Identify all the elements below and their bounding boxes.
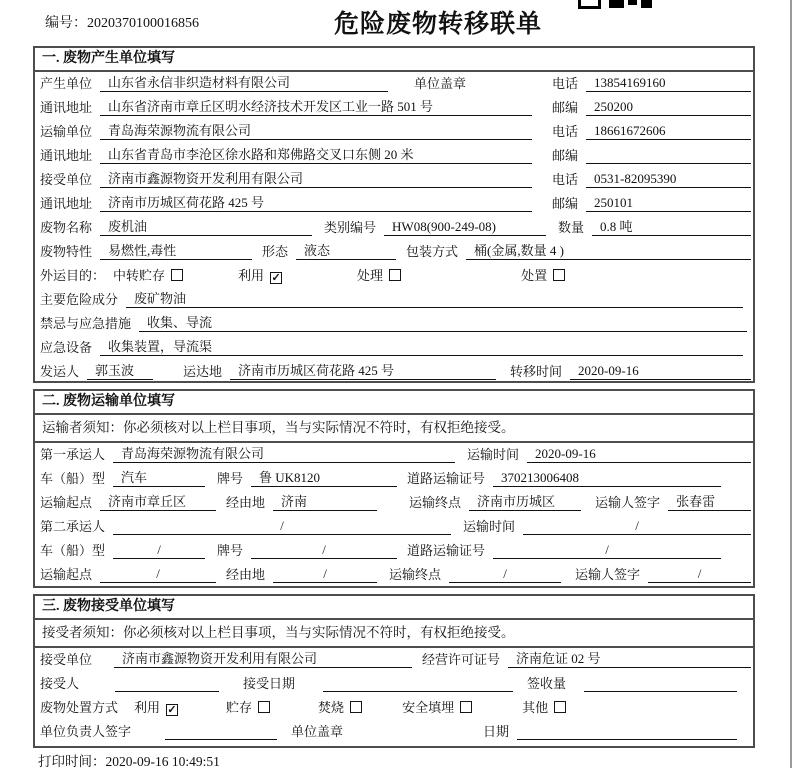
- carrier2-label: 第二承运人: [40, 519, 106, 534]
- waste-name-label: 废物名称: [40, 220, 93, 235]
- option-label: 焚烧: [318, 700, 345, 715]
- permit2-field[interactable]: /: [493, 542, 721, 559]
- via2-field[interactable]: /: [273, 566, 377, 583]
- receive-person-label: 接受人: [40, 676, 80, 691]
- page-title: 危险废物转移联单: [333, 11, 542, 38]
- row-route1: [35, 491, 753, 515]
- qr-code-partial: [578, 0, 601, 9]
- receiver-field[interactable]: 济南市鑫源物资开发利用有限公司: [100, 168, 532, 188]
- producer-field[interactable]: 山东省永信非织造材料有限公司: [100, 72, 388, 92]
- row-receive-person: [35, 672, 753, 696]
- row-hazard-component: [35, 288, 753, 312]
- option-label: 利用: [238, 268, 265, 283]
- print-time: [38, 750, 220, 768]
- vehicle-label: 车（船）型: [40, 543, 106, 558]
- carrier1-label: 第一承运人: [40, 447, 106, 462]
- hazard-label: 主要危险成分: [40, 292, 119, 307]
- quantity-field[interactable]: 0.8 吨: [592, 216, 751, 236]
- transporter-notice: 运输者须知：你必须核对以上栏目事项，当与实际情况不符时，有权拒绝接受。: [35, 415, 753, 443]
- option-label: 贮存: [226, 700, 253, 715]
- transport-time-label: 运输时间: [467, 447, 520, 462]
- character-field[interactable]: 易燃性,毒性: [100, 240, 252, 260]
- sign2-field[interactable]: /: [648, 566, 751, 583]
- row-leader-sign: [35, 720, 753, 744]
- category-label: 类别编号: [324, 220, 377, 235]
- row-producer: [35, 72, 753, 96]
- permit-label: 道路运输证号: [407, 543, 486, 558]
- plate-label: 牌号: [217, 471, 244, 486]
- purpose-label: 外运目的：: [40, 268, 106, 283]
- sender-label: 发运人: [40, 364, 80, 379]
- receiver-zip-field[interactable]: 250101: [586, 195, 751, 212]
- receipt-amount-field[interactable]: [584, 676, 737, 692]
- checkbox-disposal-storage[interactable]: [258, 701, 270, 713]
- producer-zip-field[interactable]: 250200: [586, 99, 751, 116]
- character-label: 废物特性: [40, 244, 93, 259]
- checkbox-storage[interactable]: [171, 269, 183, 281]
- carrier1-field[interactable]: 青岛海荣源物流有限公司: [113, 443, 455, 463]
- purpose-option-storage: [113, 265, 183, 284]
- row-carrier1: [35, 443, 753, 467]
- row-route2: [35, 563, 753, 587]
- plate2-field[interactable]: /: [251, 542, 397, 559]
- purpose-option-treat: [357, 265, 401, 284]
- checkbox-use[interactable]: ✓: [271, 272, 281, 284]
- option-label: 中转贮存: [113, 268, 166, 283]
- transporter-address-field[interactable]: 山东省青岛市李沧区徐水路和郑佛路交叉口东侧 20 米: [100, 144, 532, 164]
- destination-label: 运达地: [183, 364, 223, 379]
- row-receiver-address: [35, 192, 753, 216]
- row-disposal-method: [35, 696, 753, 720]
- permit-label: 道路运输证号: [407, 471, 486, 486]
- row-waste-name: [35, 216, 753, 240]
- leader-sign-field[interactable]: [165, 724, 277, 740]
- option-label: 其他: [522, 700, 549, 715]
- receive-unit-label: 接受单位: [40, 652, 93, 667]
- origin2-field[interactable]: /: [100, 566, 216, 583]
- receiver-label: 接受单位: [40, 172, 93, 187]
- phone-label: 电话: [551, 76, 578, 91]
- row-waste-character: [35, 240, 753, 264]
- row-sender: [35, 360, 753, 384]
- carrier2-time-field[interactable]: /: [523, 518, 751, 535]
- taboo-field[interactable]: 收集、导流: [139, 312, 747, 332]
- permit1-field[interactable]: 370213006408: [493, 470, 721, 487]
- row-emergency-equipment: [35, 336, 753, 360]
- section1-header: 一. 废物产生单位填写: [35, 48, 753, 72]
- checkbox-disposal-use[interactable]: ✓: [167, 704, 177, 716]
- disposal-option-storage: [226, 697, 270, 716]
- row-transporter-address: [35, 144, 753, 168]
- origin-label: 运输起点: [40, 567, 93, 582]
- form-label: 形态: [262, 244, 289, 259]
- end2-field[interactable]: /: [449, 566, 561, 583]
- option-label: 安全填埋: [402, 700, 455, 715]
- hazard-field[interactable]: 废矿物油: [126, 288, 743, 308]
- unit-seal-label: 单位盖章: [291, 724, 344, 739]
- qr-code-partial: [628, 0, 637, 5]
- transporter-label: 运输单位: [40, 124, 93, 139]
- purpose-option-dispose: [521, 265, 565, 284]
- serial-label: 编号：: [45, 16, 87, 31]
- carrier1-time-field[interactable]: 2020-09-16: [527, 446, 751, 463]
- row-taboo-measures: [35, 312, 753, 336]
- disposal-option-incinerate: [318, 697, 362, 716]
- print-time-value: 2020-09-16 10:49:51: [105, 754, 220, 768]
- page-edge-line: [790, 0, 792, 768]
- receiver-notice: 接受者须知：你必须核对以上栏目事项，当与实际情况不符时，有权拒绝接受。: [35, 620, 753, 648]
- seal-date-field[interactable]: [517, 724, 737, 740]
- plate1-field[interactable]: 鲁 UK8120: [251, 467, 397, 487]
- packing-label: 包装方式: [406, 244, 459, 259]
- leader-sign-label: 单位负责人签字: [40, 724, 132, 739]
- zip-label: 邮编: [551, 100, 578, 115]
- section-producer: [33, 46, 755, 383]
- address-label: 通讯地址: [40, 148, 93, 163]
- row-producer-address: [35, 96, 753, 120]
- receive-date-label: 接受日期: [243, 676, 296, 691]
- end1-field[interactable]: 济南市历城区: [469, 491, 581, 511]
- option-label: 处理: [357, 268, 384, 283]
- plate-label: 牌号: [217, 543, 244, 558]
- receipt-amount-label: 签收量: [527, 676, 567, 691]
- option-label: 处置: [521, 268, 548, 283]
- transporter-phone-field[interactable]: 18661672606: [586, 123, 751, 140]
- receiver-phone-field[interactable]: 0531-82095390: [586, 171, 751, 188]
- purpose-option-use: [238, 265, 282, 284]
- end-label: 运输终点: [409, 495, 462, 510]
- row-transporter: [35, 120, 753, 144]
- form-field[interactable]: 液态: [296, 240, 396, 260]
- seal-date-label: 日期: [483, 724, 510, 739]
- transfer-time-field[interactable]: 2020-09-16: [570, 363, 751, 380]
- via1-field[interactable]: 济南: [273, 491, 377, 511]
- checkbox-disposal-incinerate[interactable]: [350, 701, 362, 713]
- quantity-label: 数量: [558, 220, 585, 235]
- carrier2-field[interactable]: /: [113, 518, 451, 535]
- serial-value: 2020370100016856: [87, 16, 199, 31]
- qr-code-partial: [641, 0, 652, 8]
- transfer-time-label: 转移时间: [510, 364, 563, 379]
- end-label: 运输终点: [389, 567, 442, 582]
- vehicle2-field[interactable]: /: [113, 542, 205, 559]
- checkbox-treat[interactable]: [389, 269, 401, 281]
- destination-field[interactable]: 济南市历城区荷花路 425 号: [230, 360, 496, 380]
- address-label: 通讯地址: [40, 196, 93, 211]
- sender-field[interactable]: 郭玉波: [87, 360, 153, 380]
- transport-time-label: 运输时间: [463, 519, 516, 534]
- checkbox-disposal-other[interactable]: [554, 701, 566, 713]
- disposal-label: 废物处置方式: [40, 700, 119, 715]
- print-time-label: 打印时间：: [38, 754, 106, 768]
- row-receiver: [35, 168, 753, 192]
- section2-header: 二. 废物运输单位填写: [35, 391, 753, 415]
- row-vehicle2: [35, 539, 753, 563]
- taboo-label: 禁忌与应急措施: [40, 316, 132, 331]
- zip-label: 邮编: [551, 148, 578, 163]
- producer-address-field[interactable]: 山东省济南市章丘区明水经济技术开发区工业一路 501 号: [100, 96, 532, 116]
- row-receive-unit: [35, 648, 753, 672]
- transporter-zip-field[interactable]: [586, 148, 751, 164]
- disposal-option-other: [522, 697, 566, 716]
- receiver-address-field[interactable]: 济南市历城区荷花路 425 号: [100, 192, 532, 212]
- license-label: 经营许可证号: [422, 652, 501, 667]
- equipment-label: 应急设备: [40, 340, 93, 355]
- equipment-field[interactable]: 收集装置，导流渠: [100, 336, 743, 356]
- producer-label: 产生单位: [40, 76, 93, 91]
- section-transporter: [33, 389, 755, 588]
- checkbox-dispose[interactable]: [553, 269, 565, 281]
- disposal-option-use: [134, 697, 178, 716]
- waste-name-field[interactable]: 废机油: [100, 216, 312, 236]
- option-label: 利用: [134, 700, 161, 715]
- phone-label: 电话: [551, 124, 578, 139]
- section3-header: 三. 废物接受单位填写: [35, 596, 753, 620]
- producer-phone-field[interactable]: 13854169160: [586, 75, 751, 92]
- disposal-option-landfill: [402, 697, 472, 716]
- sign1-field[interactable]: 张春雷: [668, 491, 751, 511]
- receive-unit-field[interactable]: 济南市鑫源物资开发利用有限公司: [114, 648, 412, 668]
- row-transfer-purpose: [35, 264, 753, 288]
- origin-label: 运输起点: [40, 495, 93, 510]
- phone-label: 电话: [551, 172, 578, 187]
- carrier-sign-label: 运输人签字: [575, 567, 641, 582]
- license-field[interactable]: 济南危证 02 号: [508, 648, 751, 668]
- carrier-sign-label: 运输人签字: [595, 495, 661, 510]
- zip-label: 邮编: [551, 196, 578, 211]
- vehicle1-field[interactable]: 汽车: [113, 467, 205, 487]
- origin1-field[interactable]: 济南市章丘区: [100, 491, 216, 511]
- unit-seal-label: 单位盖章: [414, 76, 467, 91]
- transporter-field[interactable]: 青岛海荣源物流有限公司: [100, 120, 532, 140]
- checkbox-disposal-landfill[interactable]: [460, 701, 472, 713]
- address-label: 通讯地址: [40, 100, 93, 115]
- packing-field[interactable]: 桶(金属,数量 4 ): [466, 240, 751, 260]
- receive-date-field[interactable]: [323, 676, 513, 692]
- vehicle-label: 车（船）型: [40, 471, 106, 486]
- via-label: 经由地: [226, 567, 266, 582]
- qr-code-partial: [609, 0, 624, 8]
- receive-person-field[interactable]: [115, 676, 219, 692]
- row-carrier2: [35, 515, 753, 539]
- row-vehicle1: [35, 467, 753, 491]
- section-receiver: [33, 594, 755, 748]
- category-field[interactable]: HW08(900-249-08): [384, 219, 546, 236]
- via-label: 经由地: [226, 495, 266, 510]
